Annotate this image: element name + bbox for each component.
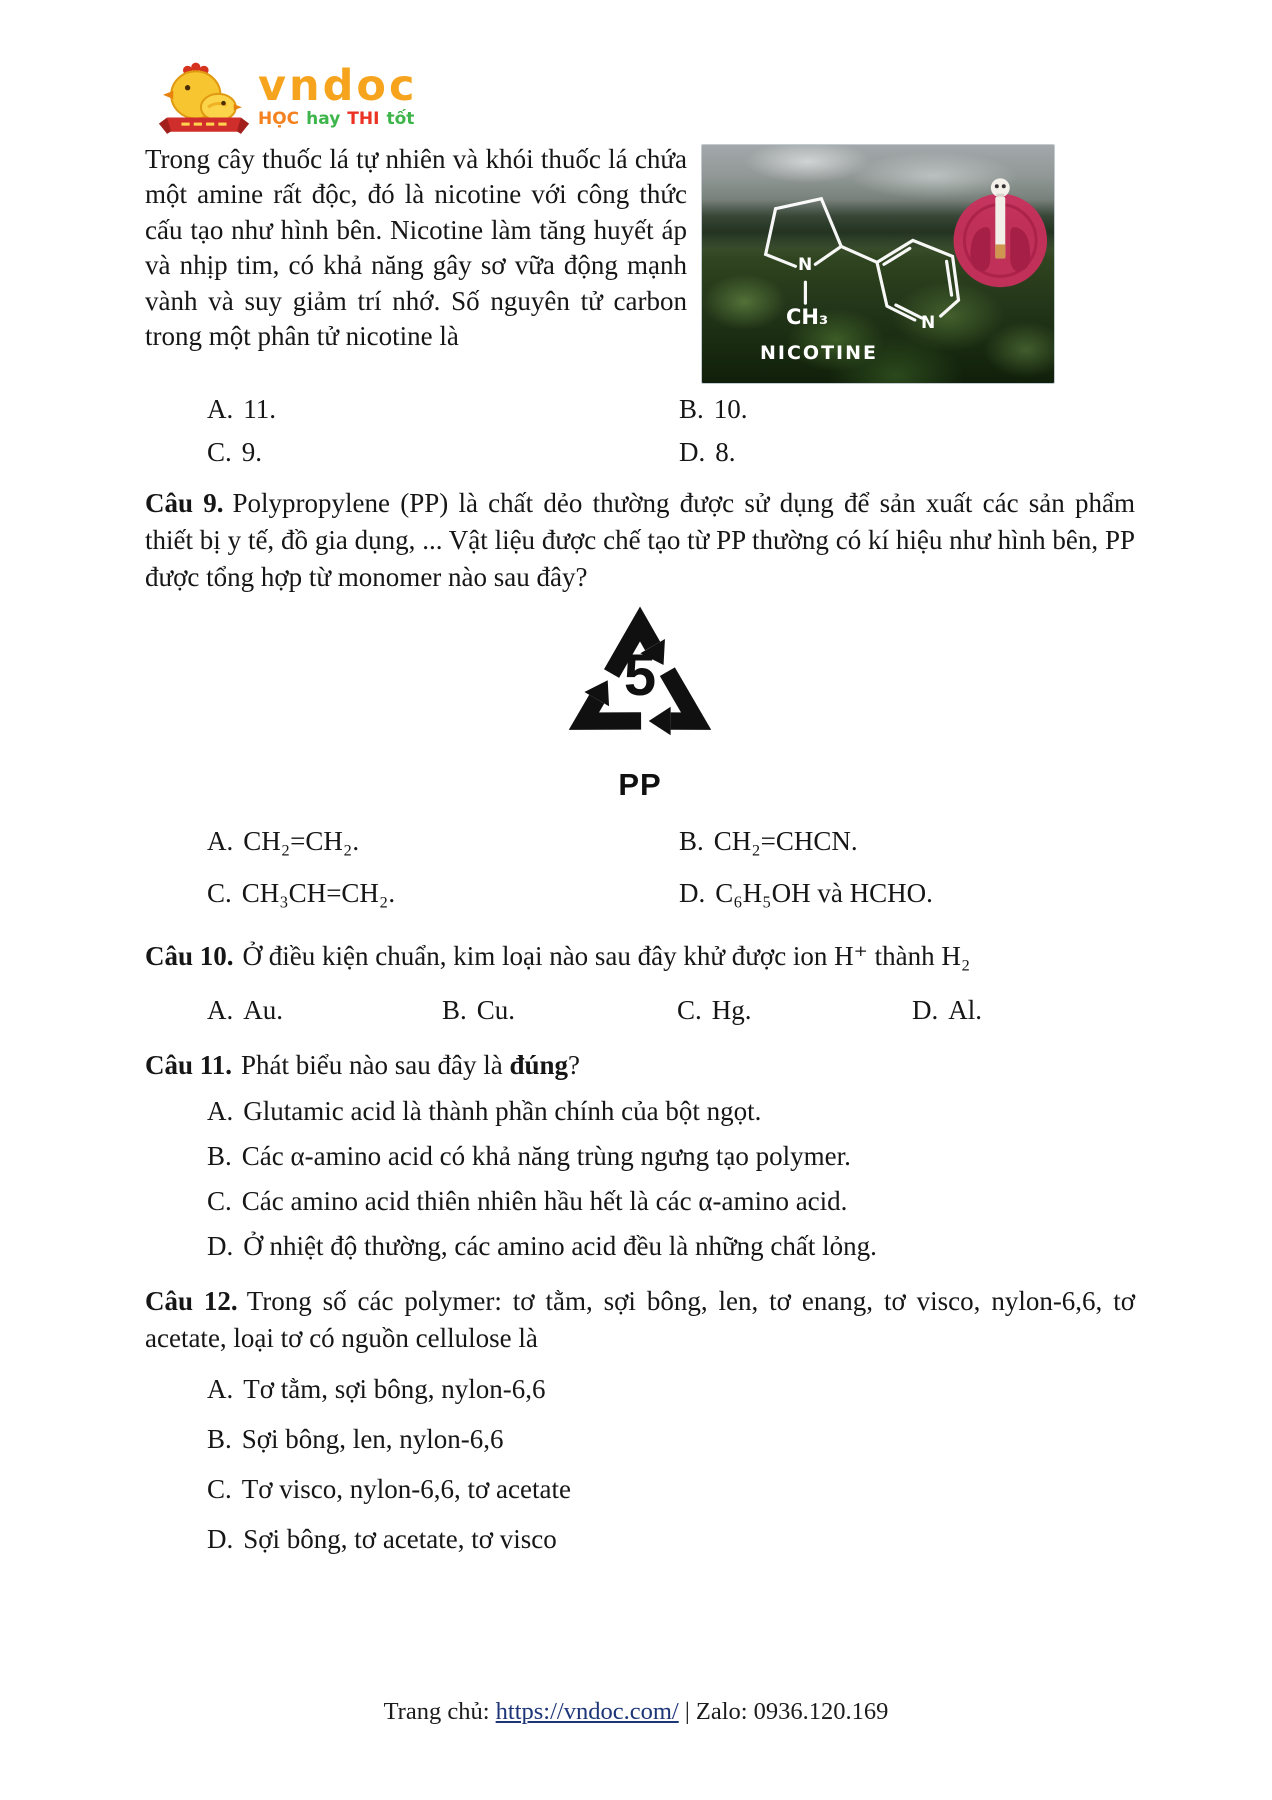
- vndoc-logo: [158, 58, 421, 140]
- question-12-stem: Câu 12. Trong số các polymer: tơ tằm, sợi bông, len, tơ enang, tơ visco, nylon-6,6, tơ acetate, loại tơ có nguồn cellulose là: [145, 1286, 1136, 1353]
- option-A: A. CH₂=CH₂.: [207, 826, 360, 856]
- exam-content: [145, 142, 1135, 1557]
- methyl-group-label: CH₃: [786, 305, 829, 329]
- question-11-stem: Câu 11. Phát biểu nào sau đây là đúng?: [145, 1050, 581, 1080]
- option-D: D. Al.: [912, 995, 982, 1025]
- question-number: Câu 11.: [145, 1050, 233, 1080]
- option-C: C. Tơ visco, nylon-6,6, tơ acetate: [207, 1474, 571, 1504]
- option-C: C. CH₃CH=CH₂.: [207, 878, 396, 908]
- chicken-mascot-icon: [158, 58, 250, 140]
- option-A: A. Glutamic acid là thành phần chính của bột ngọt.: [207, 1096, 762, 1126]
- option-B: B. Cu.: [442, 995, 516, 1025]
- question-9-options: [145, 823, 1135, 911]
- option-C: C. 9.: [207, 437, 263, 467]
- recycling-symbol-pp: [530, 605, 750, 803]
- option-B: B. CH₂=CHCN.: [679, 826, 858, 856]
- option-D: D. Ở nhiệt độ thường, các amino acid đều là những chất lỏng.: [207, 1231, 877, 1261]
- question-11-options: [145, 1093, 1135, 1264]
- option-B: B. 10.: [679, 394, 748, 424]
- footer-home-label: Trang chủ:: [383, 1698, 496, 1725]
- question-8-options: [145, 391, 1135, 470]
- question-11: [145, 1047, 1135, 1264]
- resin-code-label: PP: [618, 767, 662, 802]
- question-10: [145, 938, 1135, 1028]
- option-D: D. Sợi bông, tơ acetate, tơ visco: [207, 1524, 557, 1554]
- nitrogen-label: N: [798, 255, 813, 275]
- logo-tagline: [258, 109, 421, 129]
- tagline-word: THI: [347, 109, 380, 129]
- option-A: A. 11.: [207, 394, 276, 424]
- question-12: [145, 1283, 1135, 1557]
- option-B: B. Các α-amino acid có khả năng trùng ngưng tạo polymer.: [207, 1141, 851, 1171]
- question-8-stem: Trong cây thuốc lá tự nhiên và khói thuốc lá chứa một amine rất độc, đó là nicotine với công thức cấu tạo như hình bên. Nicotine làm tăng huyết áp và nhịp tim, có khả năng gây sơ vữa động mạnh vành và suy giảm trí nhớ. Số nguyên tử carbon trong một phân tử nicotine là: [145, 144, 687, 352]
- question-9-stem: Câu 9. Polypropylene (PP) là chất dẻo thường được sử dụng để sản xuất các sản phẩm thiết bị y tế, đồ gia dụng, ... Vật liệu được chế tạo từ PP thường có kí hiệu như hình bên, PP được tổng hợp từ monomer nào sau đây?: [145, 488, 1135, 592]
- tagline-word: tốt: [386, 109, 415, 129]
- molecule-bonds: [766, 199, 959, 320]
- question-10-stem: Câu 10. Ở điều kiện chuẩn, kim loại nào sau đây khử được ion H⁺ thành H₂: [145, 941, 971, 971]
- question-8: [145, 142, 1135, 470]
- nicotine-structure-image: [701, 144, 1055, 384]
- page-footer: [0, 1698, 1272, 1726]
- option-A: A. Tơ tằm, sợi bông, nylon-6,6: [207, 1374, 546, 1404]
- option-D: D. C₆H₅OH và HCHO.: [679, 878, 933, 908]
- vndoc-home-link[interactable]: https://vndoc.com/: [495, 1698, 679, 1725]
- question-number: Câu 9.: [145, 488, 224, 518]
- option-D: D. 8.: [679, 437, 736, 467]
- question-10-options: [145, 992, 1135, 1028]
- tagline-word: HỌC: [258, 109, 300, 129]
- nitrogen-label: N: [921, 313, 936, 333]
- nicotine-caption: NICOTINE: [760, 342, 878, 364]
- question-number: Câu 10.: [145, 941, 234, 971]
- option-A: A. Au.: [207, 995, 283, 1025]
- resin-code-number: 5: [623, 643, 657, 708]
- option-C: C. Hg.: [677, 995, 752, 1025]
- logo-brand: vndoc: [258, 61, 418, 111]
- option-C: C. Các amino acid thiên nhiên hầu hết là các α-amino acid.: [207, 1186, 848, 1216]
- tagline-word: hay: [306, 109, 341, 129]
- option-B: B. Sợi bông, len, nylon-6,6: [207, 1424, 504, 1454]
- nicotine-molecule-drawing: [702, 145, 1054, 384]
- footer-zalo-label: | Zalo: 0936.120.169: [678, 1698, 889, 1725]
- logo-text: [258, 58, 421, 129]
- question-12-options: [145, 1371, 1135, 1557]
- question-9: [145, 485, 1135, 911]
- smoking-lungs-badge-icon: [954, 178, 1047, 287]
- question-number: Câu 12.: [145, 1286, 238, 1316]
